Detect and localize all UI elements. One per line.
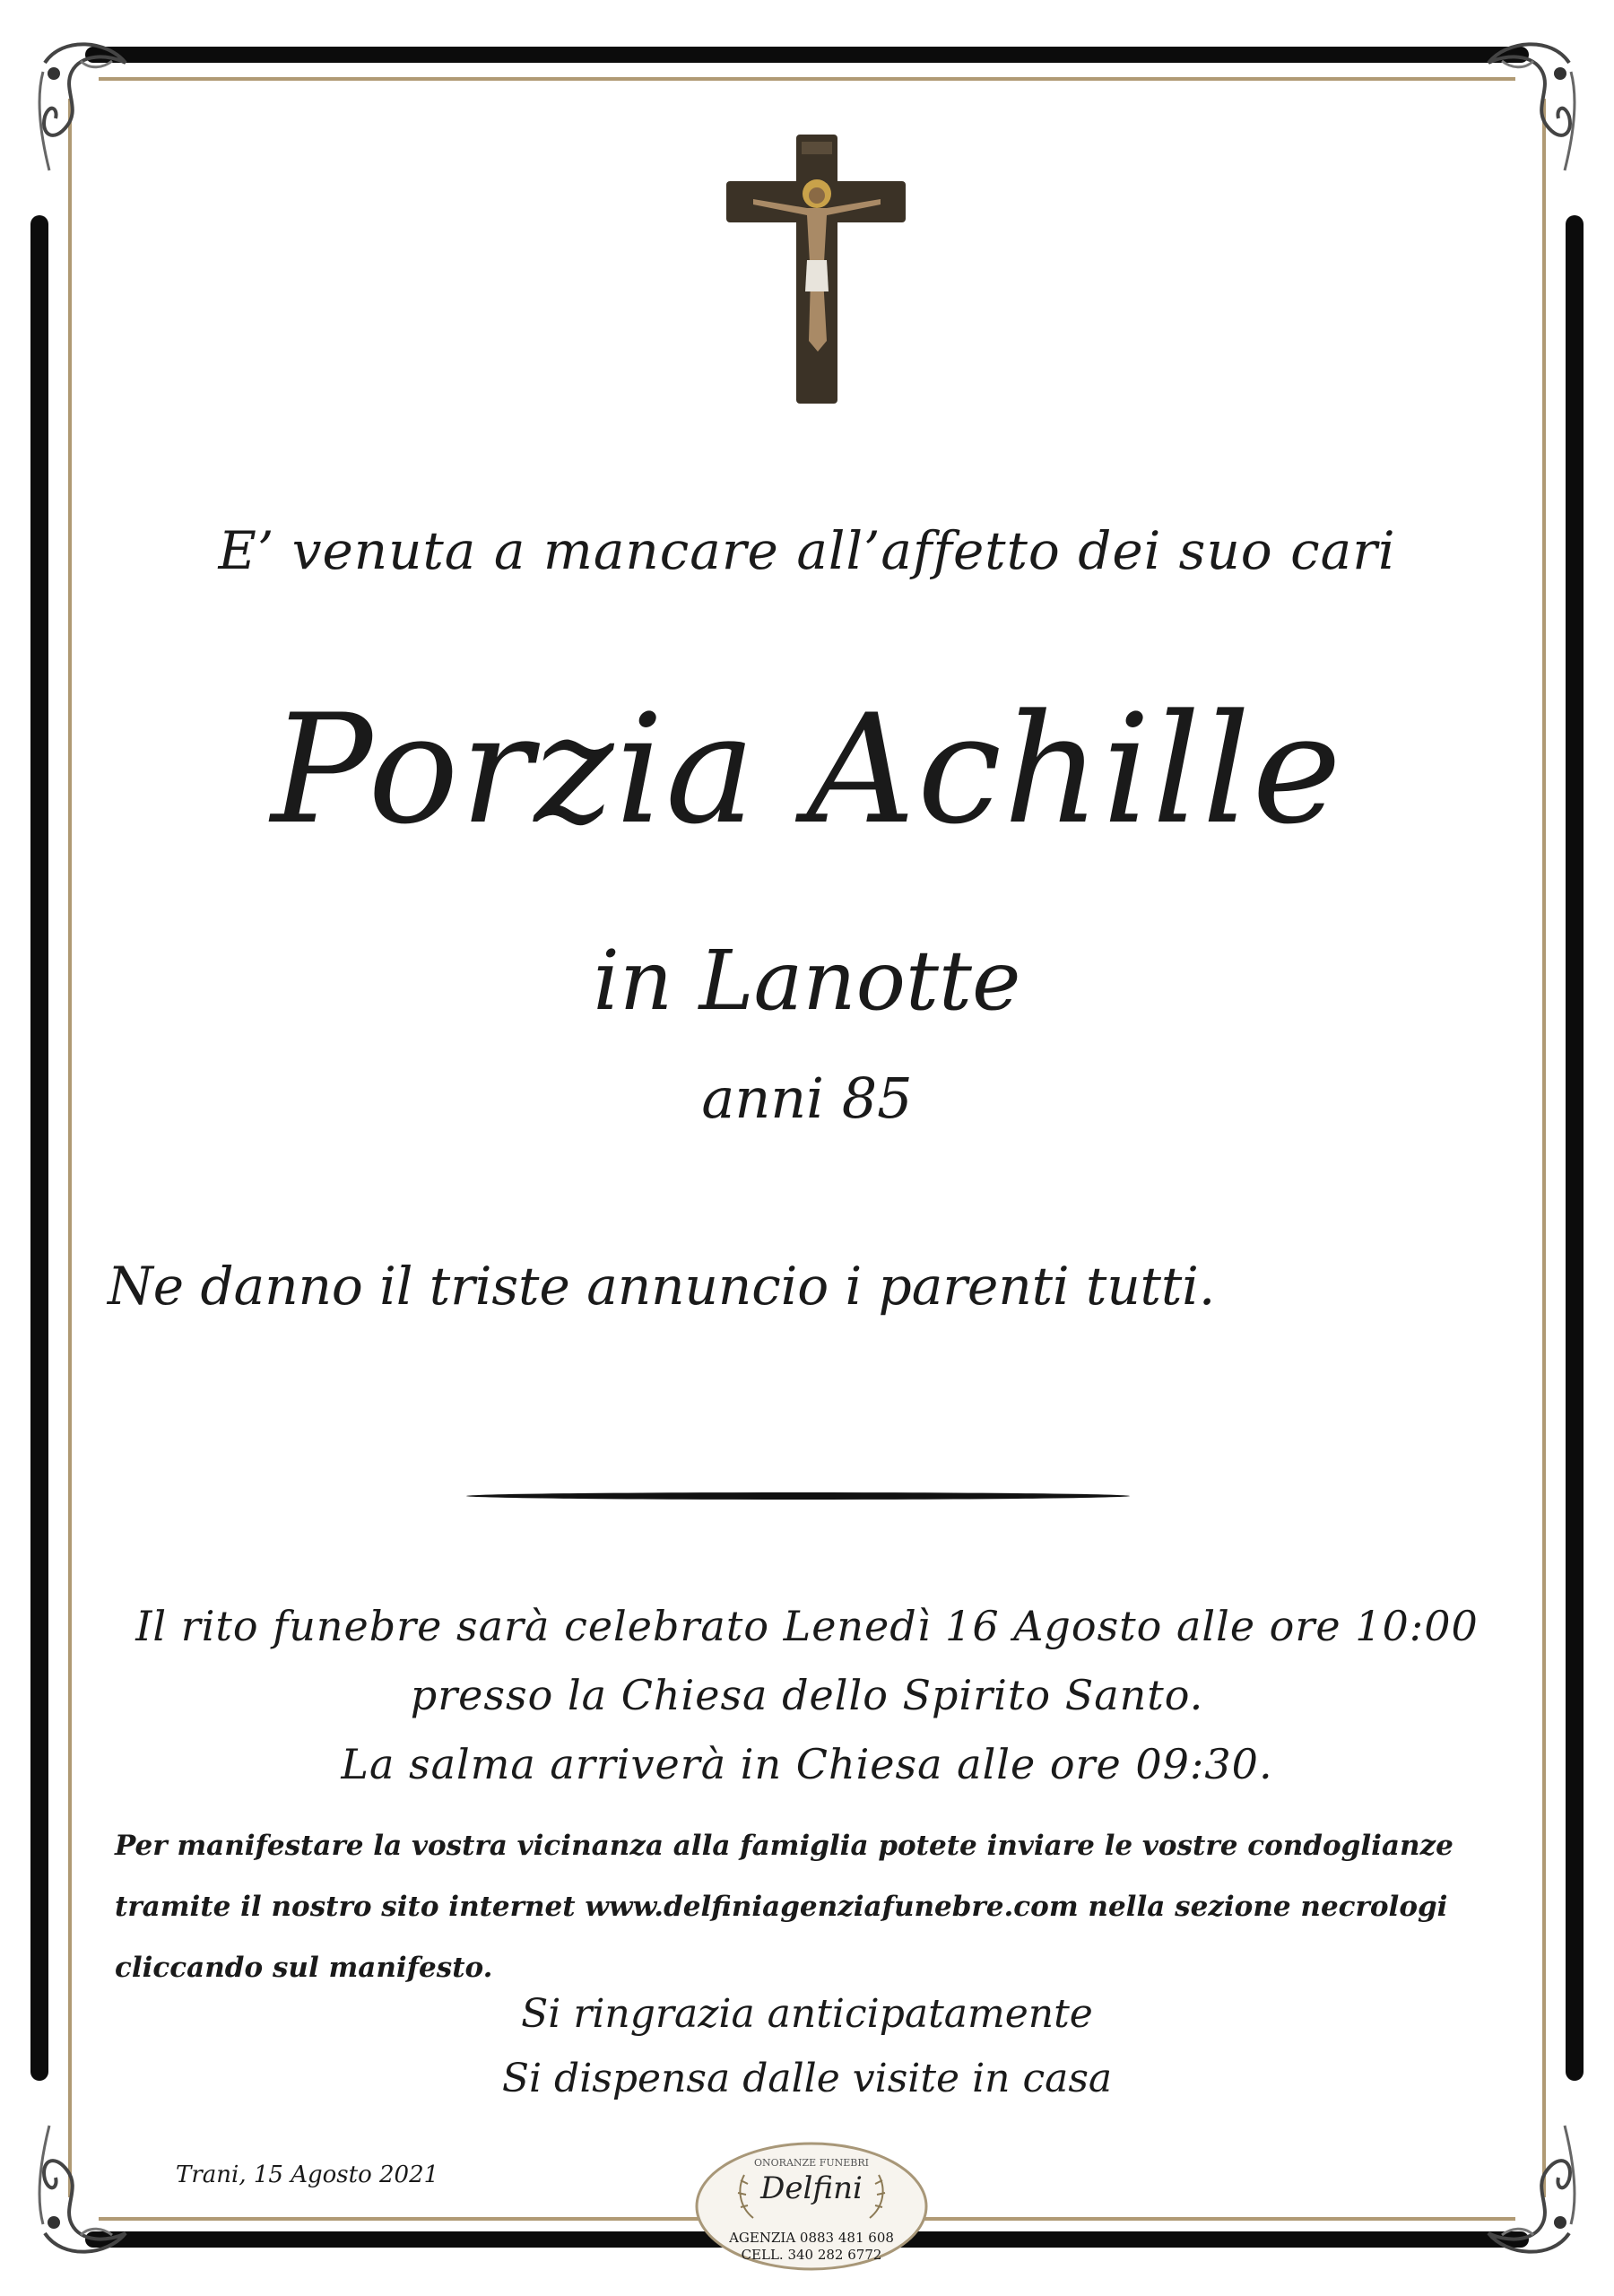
frame-left-bar xyxy=(30,215,48,2081)
condolences-line-2: tramite il nostro sito internet www.delfiniagenziafunebre.com nella sezione necrologi xyxy=(115,1891,1448,1923)
frame-right-bar xyxy=(1566,215,1584,2081)
thanks-text: Si ringrazia anticipatamente xyxy=(521,1991,1093,2037)
agency-phone: AGENZIA 0883 481 608 xyxy=(729,2230,894,2246)
funeral-line-1: Il rito funebre sarà celebrato Lenedì 16 Agosto alle ore 10:00 xyxy=(135,1602,1479,1650)
funeral-line-3: La salma arriverà in Chiesa alle ore 09:30. xyxy=(341,1740,1273,1788)
married-name: in Lanotte xyxy=(593,933,1021,1029)
condolences-line-1: Per manifestare la vostra vicinanza alla famiglia potete inviare le vostre condoglianze xyxy=(115,1830,1453,1862)
gold-line-top xyxy=(99,77,1515,81)
crucifix-icon xyxy=(717,126,915,413)
corner-ornament-icon xyxy=(27,2117,134,2260)
gold-line-right xyxy=(1542,99,1546,2197)
no-visits-text: Si dispensa dalle visite in casa xyxy=(501,2056,1113,2101)
gold-line-left xyxy=(68,99,72,2197)
deceased-name: Porzia Achille xyxy=(271,682,1343,857)
condolences-line-3: cliccando sul manifesto. xyxy=(115,1952,493,1984)
agency-contacts xyxy=(690,2230,933,2264)
logo-top-text: ONORANZE FUNEBRI xyxy=(754,2157,869,2169)
cell-phone: CELL. 340 282 6772 xyxy=(741,2247,882,2263)
announcement-text: Ne danno il triste annuncio i parenti tutti. xyxy=(108,1256,1216,1317)
intro-text: E’ venuta a mancare all’affetto dei suo cari xyxy=(218,520,1396,581)
corner-ornament-icon xyxy=(27,36,134,179)
age-text: anni 85 xyxy=(701,1065,913,1131)
divider xyxy=(466,1492,1130,1500)
funeral-line-2: presso la Chiesa dello Spirito Santo. xyxy=(410,1671,1204,1719)
frame-top-bar xyxy=(85,47,1529,63)
corner-ornament-icon xyxy=(1480,36,1587,179)
corner-ornament-icon xyxy=(1480,2117,1587,2260)
logo-name: Delfini xyxy=(760,2170,863,2206)
place-date: Trani, 15 Agosto 2021 xyxy=(176,2161,439,2188)
